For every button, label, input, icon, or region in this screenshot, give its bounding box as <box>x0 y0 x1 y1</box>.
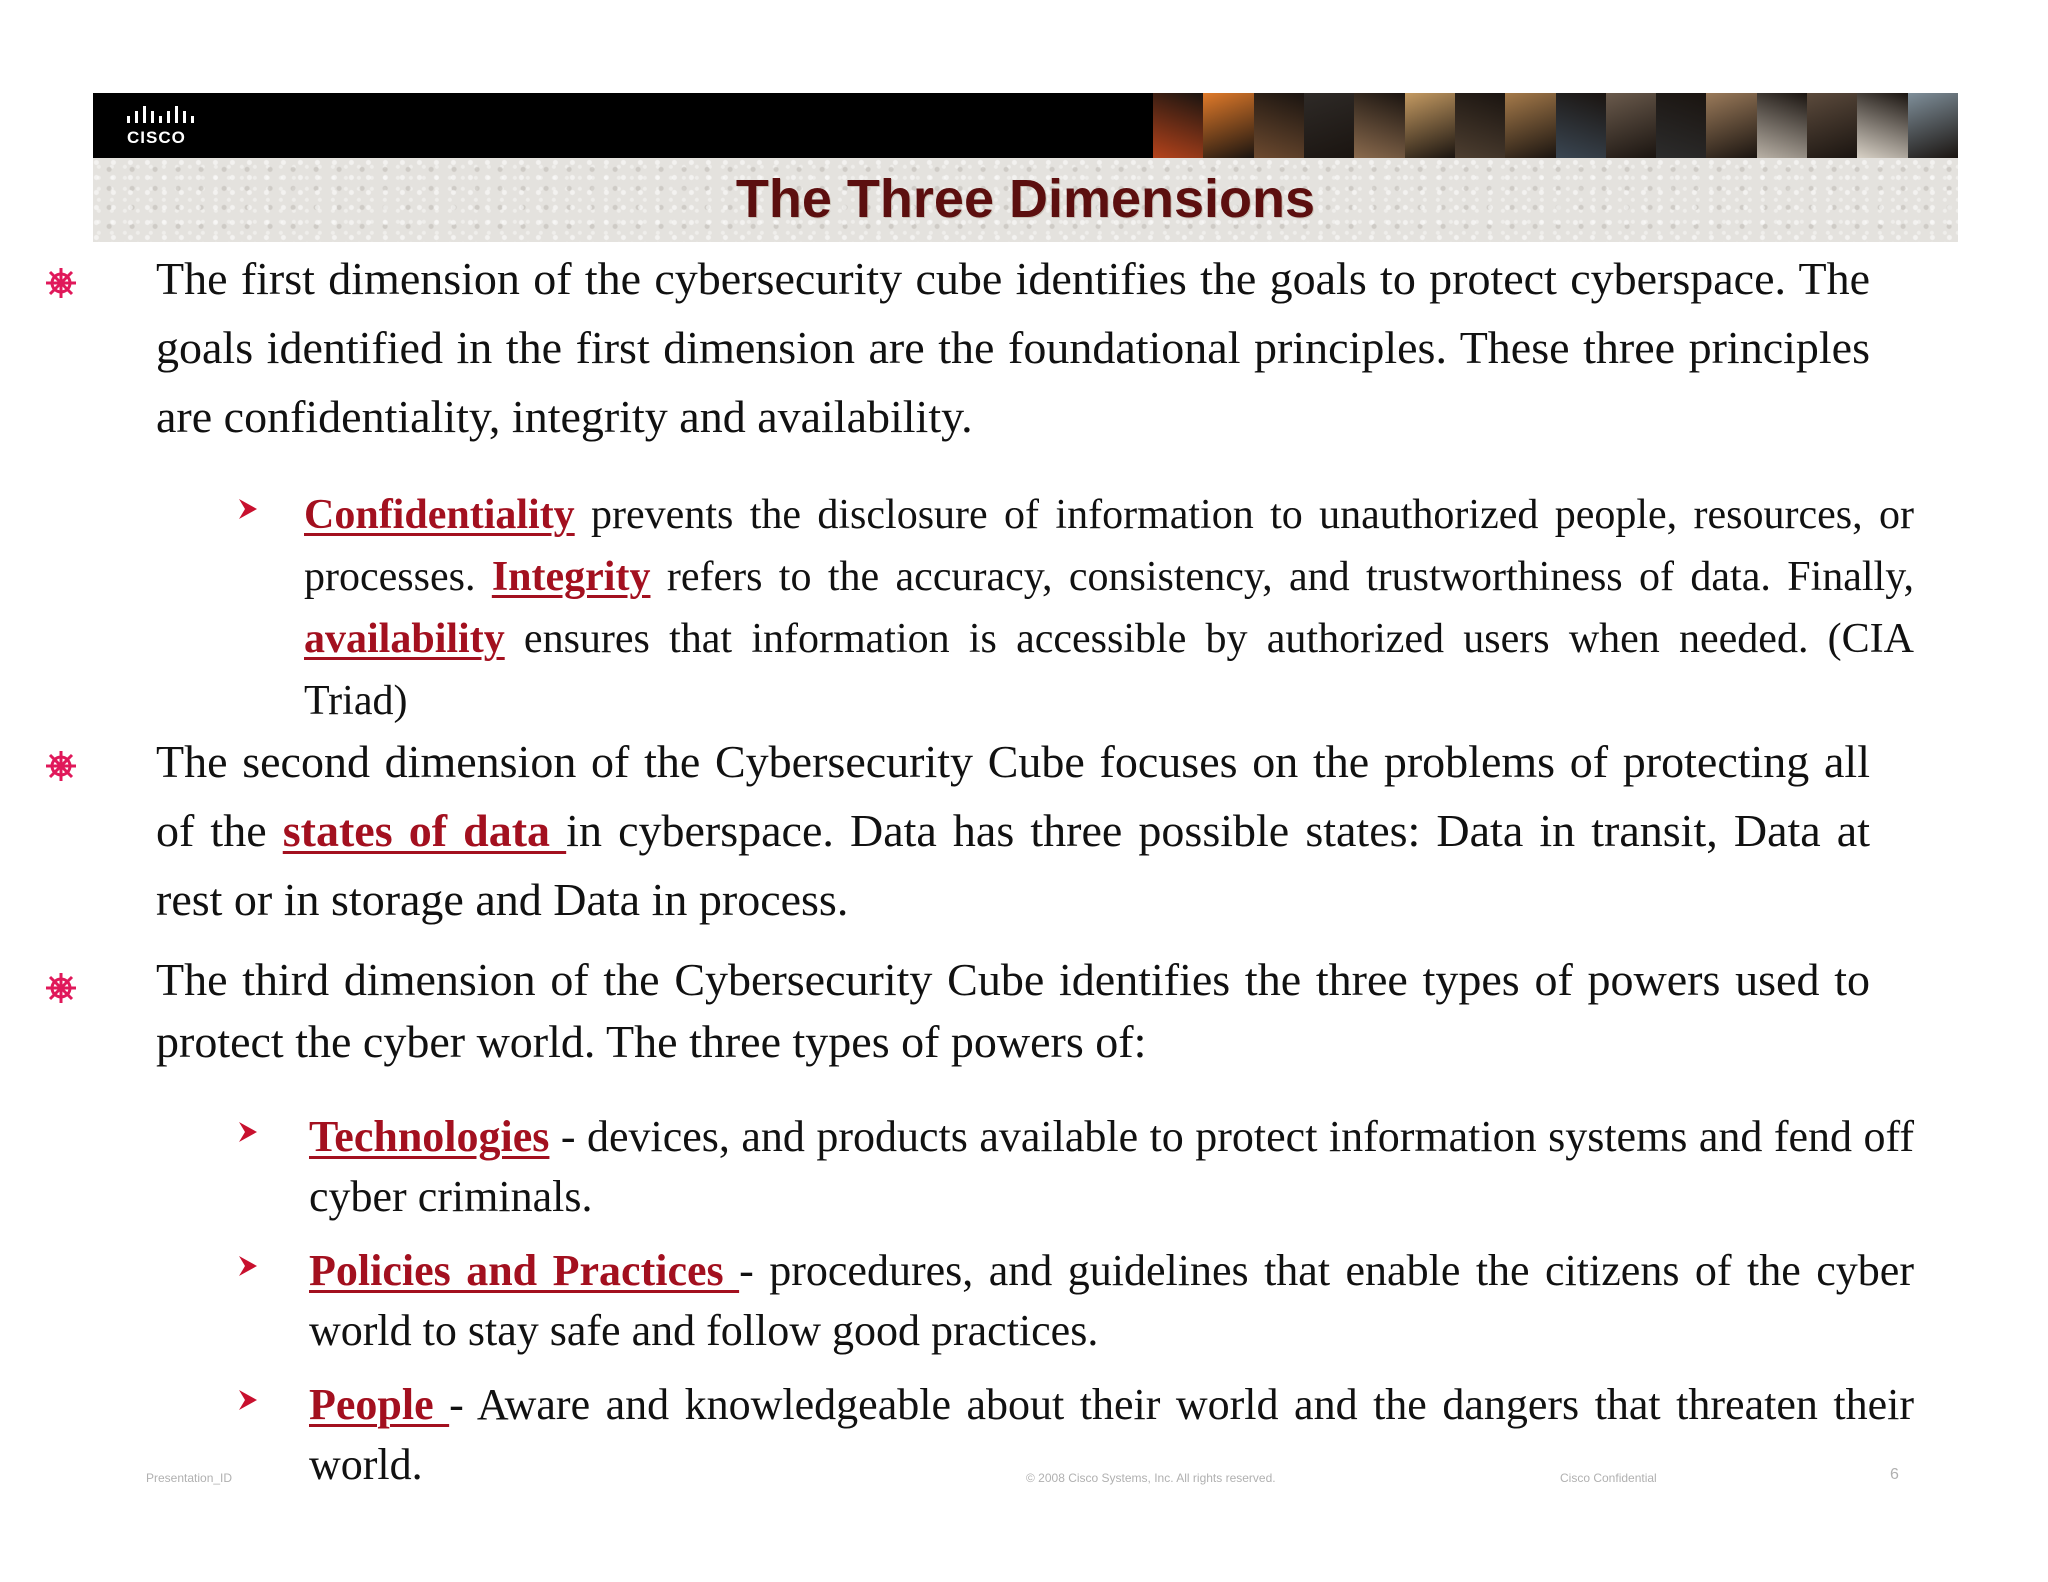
term-policies-practices: Policies and Practices <box>309 1246 740 1295</box>
term-integrity: Integrity <box>491 554 651 600</box>
wheel-bullet-icon <box>44 266 78 300</box>
states-text-after: in cyberspace. Data has three possible states: Data in transit, Data at rest or in storage and Data in process. <box>156 805 1870 925</box>
term-people: People <box>309 1380 450 1429</box>
arrow-bullet-icon <box>235 1253 261 1279</box>
header-photo-tile <box>1908 93 1958 158</box>
footer-page-number: 6 <box>1890 1466 1899 1483</box>
header-photo-strip <box>1153 93 1958 158</box>
technologies-text: - devices, and products available to protect information systems and fend off cyber criminals. <box>309 1112 1914 1221</box>
people-text: - Aware and knowledgeable about their world and the dangers that threaten their world. <box>309 1380 1914 1489</box>
cisco-logo <box>125 104 215 150</box>
term-availability: availability <box>304 616 505 662</box>
states-text-before: The second dimension of the Cybersecurity Cube focuses on the problems of protecting all of the <box>156 736 1870 856</box>
footer-copyright: © 2008 Cisco Systems, Inc. All rights reserved. <box>1026 1471 1276 1485</box>
wheel-bullet-icon <box>44 749 78 783</box>
header-photo-tile <box>1203 93 1253 158</box>
header-photo-tile <box>1304 93 1354 158</box>
footer-confidential: Cisco Confidential <box>1560 1471 1657 1485</box>
bullet-text: The third dimension of the Cybersecurity Cube identifies the three types of powers used to protect the cyber world. The three types of powers of: <box>156 954 1870 1067</box>
header-photo-tile <box>1556 93 1606 158</box>
slide-title: The Three Dimensions <box>735 169 1316 229</box>
header-photo-tile <box>1405 93 1455 158</box>
cia-text-2: refers to the accuracy, consistency, and trustworthiness of data. Finally, <box>650 554 1914 600</box>
header-photo-tile <box>1606 93 1656 158</box>
cisco-bars-icon <box>125 104 205 128</box>
cia-text-1: prevents the disclosure of information to unauthorized people, resources, or processes. <box>304 492 1914 600</box>
arrow-bullet-icon <box>235 1387 261 1413</box>
header-photo-tile <box>1807 93 1857 158</box>
header-photo-tile <box>1505 93 1555 158</box>
sub-text <box>309 1241 1914 1361</box>
term-technologies: Technologies <box>309 1112 550 1161</box>
logo-wordmark: CISCO <box>127 128 186 147</box>
cia-text-3: ensures that information is accessible by authorized users when needed. (CIA Triad) <box>304 616 1914 724</box>
term-confidentiality: Confidentiality <box>304 492 575 538</box>
arrow-bullet-icon <box>235 1119 261 1145</box>
header-photo-tile <box>1857 93 1907 158</box>
header-photo-tile <box>1254 93 1304 158</box>
header-photo-tile <box>1656 93 1706 158</box>
bullet-text: The first dimension of the cybersecurity cube identifies the goals to protect cyberspace. The goals identified in the first dimension are the foundational principles. These three principles are confidentiality, integrity and availability. <box>156 253 1870 442</box>
header-photo-tile <box>1354 93 1404 158</box>
sub-text <box>309 1107 1914 1227</box>
bullet-text <box>156 727 1870 934</box>
footer-presentation-id: Presentation_ID <box>146 1471 233 1485</box>
header-photo-tile <box>1455 93 1505 158</box>
header-photo-tile <box>1757 93 1807 158</box>
arrow-bullet-icon <box>235 496 261 522</box>
header-photo-tile <box>1153 93 1203 158</box>
wheel-bullet-icon <box>44 971 78 1005</box>
header-photo-tile <box>1706 93 1756 158</box>
sub-text <box>304 484 1914 732</box>
policies-text: - procedures, and guidelines that enable the citizens of the cyber world to stay safe and follow good practices. <box>309 1246 1914 1355</box>
term-states-of-data: states of data <box>282 805 567 856</box>
